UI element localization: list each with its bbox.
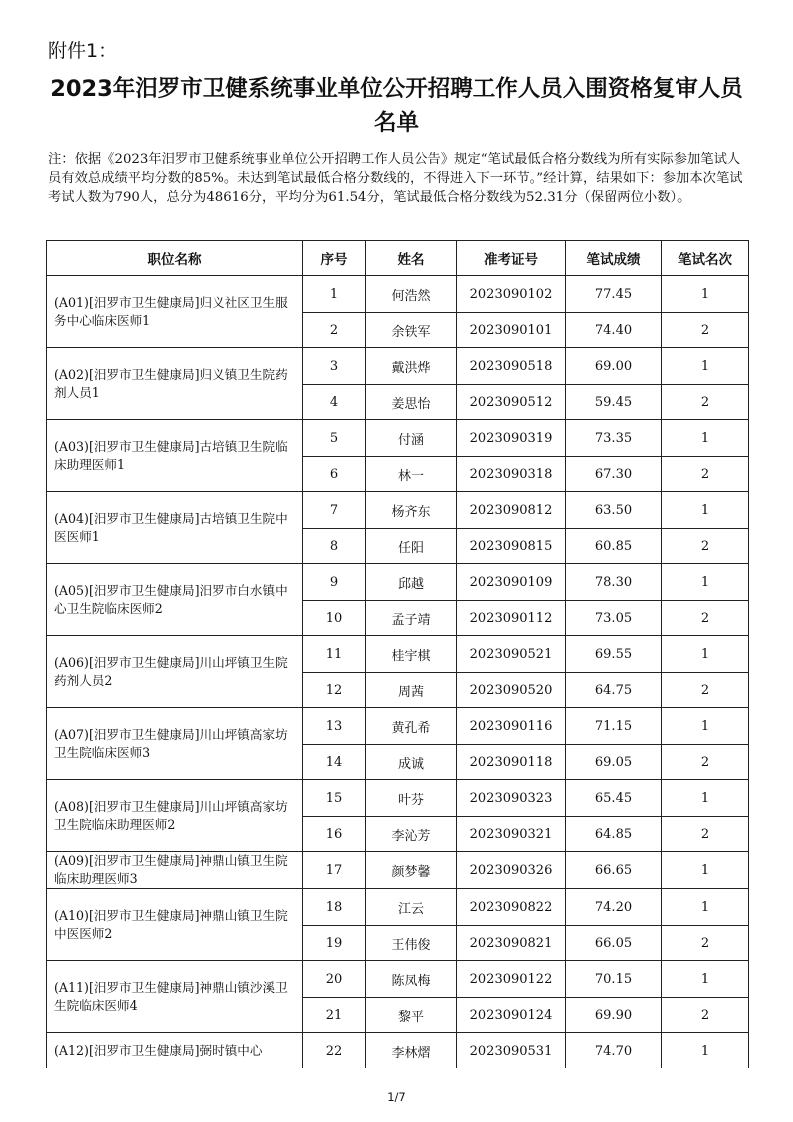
number-cell: 19 bbox=[303, 926, 366, 961]
name-cell: 黄孔希 bbox=[366, 708, 457, 745]
name-cell: 王伟俊 bbox=[366, 926, 457, 961]
score-cell: 71.15 bbox=[566, 708, 662, 745]
name-cell: 杨齐东 bbox=[366, 492, 457, 529]
rank-cell: 2 bbox=[662, 601, 749, 636]
rank-cell: 1 bbox=[662, 276, 749, 313]
name-cell: 余铁军 bbox=[366, 313, 457, 348]
name-cell: 黎平 bbox=[366, 998, 457, 1033]
score-cell: 69.90 bbox=[566, 998, 662, 1033]
exam-id-cell: 2023090124 bbox=[457, 998, 566, 1033]
score-cell: 66.65 bbox=[566, 852, 662, 889]
table-row bbox=[47, 889, 749, 926]
position-cell: (A04)[汨罗市卫生健康局]古培镇卫生院中医医师1 bbox=[47, 492, 303, 564]
rank-cell: 1 bbox=[662, 636, 749, 673]
name-cell: 姜思怡 bbox=[366, 385, 457, 420]
exam-id-cell: 2023090512 bbox=[457, 385, 566, 420]
rank-cell: 2 bbox=[662, 926, 749, 961]
name-cell: 陈凤梅 bbox=[366, 961, 457, 998]
number-cell: 15 bbox=[303, 780, 366, 817]
rank-cell: 2 bbox=[662, 385, 749, 420]
position-cell: (A10)[汨罗市卫生健康局]神鼎山镇卫生院中医医师2 bbox=[47, 889, 303, 961]
score-cell: 66.05 bbox=[566, 926, 662, 961]
score-cell: 69.05 bbox=[566, 745, 662, 780]
header-name: 姓名 bbox=[366, 241, 457, 276]
name-cell: 李沁芳 bbox=[366, 817, 457, 852]
exam-id-cell: 2023090323 bbox=[457, 780, 566, 817]
number-cell: 3 bbox=[303, 348, 366, 385]
rank-cell: 1 bbox=[662, 852, 749, 889]
exam-id-cell: 2023090321 bbox=[457, 817, 566, 852]
rank-cell: 2 bbox=[662, 817, 749, 852]
score-cell: 64.85 bbox=[566, 817, 662, 852]
table-row bbox=[47, 636, 749, 673]
attachment-label: 附件1： bbox=[48, 40, 118, 62]
exam-id-cell: 2023090326 bbox=[457, 852, 566, 889]
name-cell: 成诚 bbox=[366, 745, 457, 780]
number-cell: 13 bbox=[303, 708, 366, 745]
exam-id-cell: 2023090318 bbox=[457, 457, 566, 492]
name-cell: 叶芬 bbox=[366, 780, 457, 817]
number-cell: 14 bbox=[303, 745, 366, 780]
score-cell: 69.55 bbox=[566, 636, 662, 673]
number-cell: 22 bbox=[303, 1033, 366, 1070]
exam-id-cell: 2023090815 bbox=[457, 529, 566, 564]
number-cell: 1 bbox=[303, 276, 366, 313]
position-cell: (A03)[汨罗市卫生健康局]古培镇卫生院临床助理医师1 bbox=[47, 420, 303, 492]
name-cell: 任阳 bbox=[366, 529, 457, 564]
header-number: 序号 bbox=[303, 241, 366, 276]
score-cell: 74.20 bbox=[566, 889, 662, 926]
rank-cell: 2 bbox=[662, 457, 749, 492]
rank-cell: 1 bbox=[662, 348, 749, 385]
score-cell: 78.30 bbox=[566, 564, 662, 601]
exam-id-cell: 2023090812 bbox=[457, 492, 566, 529]
rank-cell: 2 bbox=[662, 673, 749, 708]
exam-id-cell: 2023090102 bbox=[457, 276, 566, 313]
name-cell: 林一 bbox=[366, 457, 457, 492]
rank-cell: 2 bbox=[662, 529, 749, 564]
candidate-table bbox=[46, 240, 749, 1070]
exam-id-cell: 2023090122 bbox=[457, 961, 566, 998]
rank-cell: 2 bbox=[662, 313, 749, 348]
page-number: 1/7 bbox=[387, 1090, 406, 1104]
position-cell: (A05)[汨罗市卫生健康局]汨罗市白水镇中心卫生院临床医师2 bbox=[47, 564, 303, 636]
table-row bbox=[47, 780, 749, 817]
name-cell: 江云 bbox=[366, 889, 457, 926]
score-cell: 74.70 bbox=[566, 1033, 662, 1070]
score-cell: 64.75 bbox=[566, 673, 662, 708]
number-cell: 4 bbox=[303, 385, 366, 420]
header-exam-id: 准考证号 bbox=[457, 241, 566, 276]
score-cell: 73.05 bbox=[566, 601, 662, 636]
number-cell: 21 bbox=[303, 998, 366, 1033]
header-position: 职位名称 bbox=[47, 241, 303, 276]
position-cell: (A01)[汨罗市卫生健康局]归义社区卫生服务中心临床医师1 bbox=[47, 276, 303, 348]
number-cell: 16 bbox=[303, 817, 366, 852]
position-cell: (A02)[汨罗市卫生健康局]归义镇卫生院药剂人员1 bbox=[47, 348, 303, 420]
exam-id-cell: 2023090116 bbox=[457, 708, 566, 745]
score-cell: 67.30 bbox=[566, 457, 662, 492]
exam-id-cell: 2023090531 bbox=[457, 1033, 566, 1070]
name-cell: 何浩然 bbox=[366, 276, 457, 313]
name-cell: 付涵 bbox=[366, 420, 457, 457]
rank-cell: 1 bbox=[662, 961, 749, 998]
score-cell: 59.45 bbox=[566, 385, 662, 420]
name-cell: 桂宇棋 bbox=[366, 636, 457, 673]
name-cell: 孟子靖 bbox=[366, 601, 457, 636]
position-cell: (A06)[汨罗市卫生健康局]川山坪镇卫生院药剂人员2 bbox=[47, 636, 303, 708]
score-cell: 60.85 bbox=[566, 529, 662, 564]
score-cell: 65.45 bbox=[566, 780, 662, 817]
table-row bbox=[47, 852, 749, 889]
number-cell: 9 bbox=[303, 564, 366, 601]
number-cell: 6 bbox=[303, 457, 366, 492]
table-row bbox=[47, 492, 749, 529]
table-row bbox=[47, 564, 749, 601]
score-cell: 63.50 bbox=[566, 492, 662, 529]
number-cell: 20 bbox=[303, 961, 366, 998]
rank-cell: 1 bbox=[662, 492, 749, 529]
exam-id-cell: 2023090101 bbox=[457, 313, 566, 348]
position-cell: (A09)[汨罗市卫生健康局]神鼎山镇卫生院临床助理医师3 bbox=[47, 852, 303, 889]
number-cell: 5 bbox=[303, 420, 366, 457]
table-body bbox=[47, 276, 749, 1070]
note-paragraph: 注：依据《2023年汨罗市卫健系统事业单位公开招聘工作人员公告》规定“笔试最低合格分数线为所有实际参加笔试人员有效总成绩平均分数的85%。未达到笔试最低合格分数线的，不得进入下一环节。”经计算，结果如下：参加本次笔试考试人数为790人，总分为48616分，平均分为61.54分，笔试最低合格分数线为52.31分（保留两位小数）。 bbox=[48, 152, 743, 205]
rank-cell: 1 bbox=[662, 889, 749, 926]
number-cell: 11 bbox=[303, 636, 366, 673]
header-score: 笔试成绩 bbox=[566, 241, 662, 276]
position-cell: (A12)[汨罗市卫生健康局]弼时镇中心 bbox=[47, 1033, 303, 1070]
number-cell: 10 bbox=[303, 601, 366, 636]
position-cell: (A07)[汨罗市卫生健康局]川山坪镇高家坊卫生院临床医师3 bbox=[47, 708, 303, 780]
rank-cell: 2 bbox=[662, 745, 749, 780]
rank-cell: 1 bbox=[662, 708, 749, 745]
exam-id-cell: 2023090521 bbox=[457, 636, 566, 673]
position-cell: (A11)[汨罗市卫生健康局]神鼎山镇沙溪卫生院临床医师4 bbox=[47, 961, 303, 1033]
name-cell: 李林熠 bbox=[366, 1033, 457, 1070]
number-cell: 7 bbox=[303, 492, 366, 529]
table-row bbox=[47, 420, 749, 457]
name-cell: 周茜 bbox=[366, 673, 457, 708]
exam-id-cell: 2023090518 bbox=[457, 348, 566, 385]
number-cell: 18 bbox=[303, 889, 366, 926]
table-row bbox=[47, 276, 749, 313]
exam-id-cell: 2023090118 bbox=[457, 745, 566, 780]
score-cell: 74.40 bbox=[566, 313, 662, 348]
score-cell: 73.35 bbox=[566, 420, 662, 457]
exam-id-cell: 2023090821 bbox=[457, 926, 566, 961]
document-title: 2023年汨罗市卫健系统事业单位公开招聘工作人员入围资格复审人员名单 bbox=[50, 76, 743, 136]
name-cell: 颜梦馨 bbox=[366, 852, 457, 889]
name-cell: 邱越 bbox=[366, 564, 457, 601]
header-rank: 笔试名次 bbox=[662, 241, 749, 276]
exam-id-cell: 2023090319 bbox=[457, 420, 566, 457]
score-cell: 69.00 bbox=[566, 348, 662, 385]
exam-id-cell: 2023090109 bbox=[457, 564, 566, 601]
number-cell: 12 bbox=[303, 673, 366, 708]
table-row bbox=[47, 1033, 749, 1070]
score-cell: 77.45 bbox=[566, 276, 662, 313]
table-row bbox=[47, 348, 749, 385]
number-cell: 8 bbox=[303, 529, 366, 564]
table-header-row bbox=[47, 241, 749, 276]
rank-cell: 1 bbox=[662, 1033, 749, 1070]
number-cell: 17 bbox=[303, 852, 366, 889]
exam-id-cell: 2023090112 bbox=[457, 601, 566, 636]
table-row bbox=[47, 708, 749, 745]
table-row bbox=[47, 961, 749, 998]
exam-id-cell: 2023090822 bbox=[457, 889, 566, 926]
rank-cell: 2 bbox=[662, 998, 749, 1033]
position-cell: (A08)[汨罗市卫生健康局]川山坪镇高家坊卫生院临床助理医师2 bbox=[47, 780, 303, 852]
rank-cell: 1 bbox=[662, 420, 749, 457]
exam-id-cell: 2023090520 bbox=[457, 673, 566, 708]
rank-cell: 1 bbox=[662, 780, 749, 817]
rank-cell: 1 bbox=[662, 564, 749, 601]
score-cell: 70.15 bbox=[566, 961, 662, 998]
name-cell: 戴洪烨 bbox=[366, 348, 457, 385]
number-cell: 2 bbox=[303, 313, 366, 348]
